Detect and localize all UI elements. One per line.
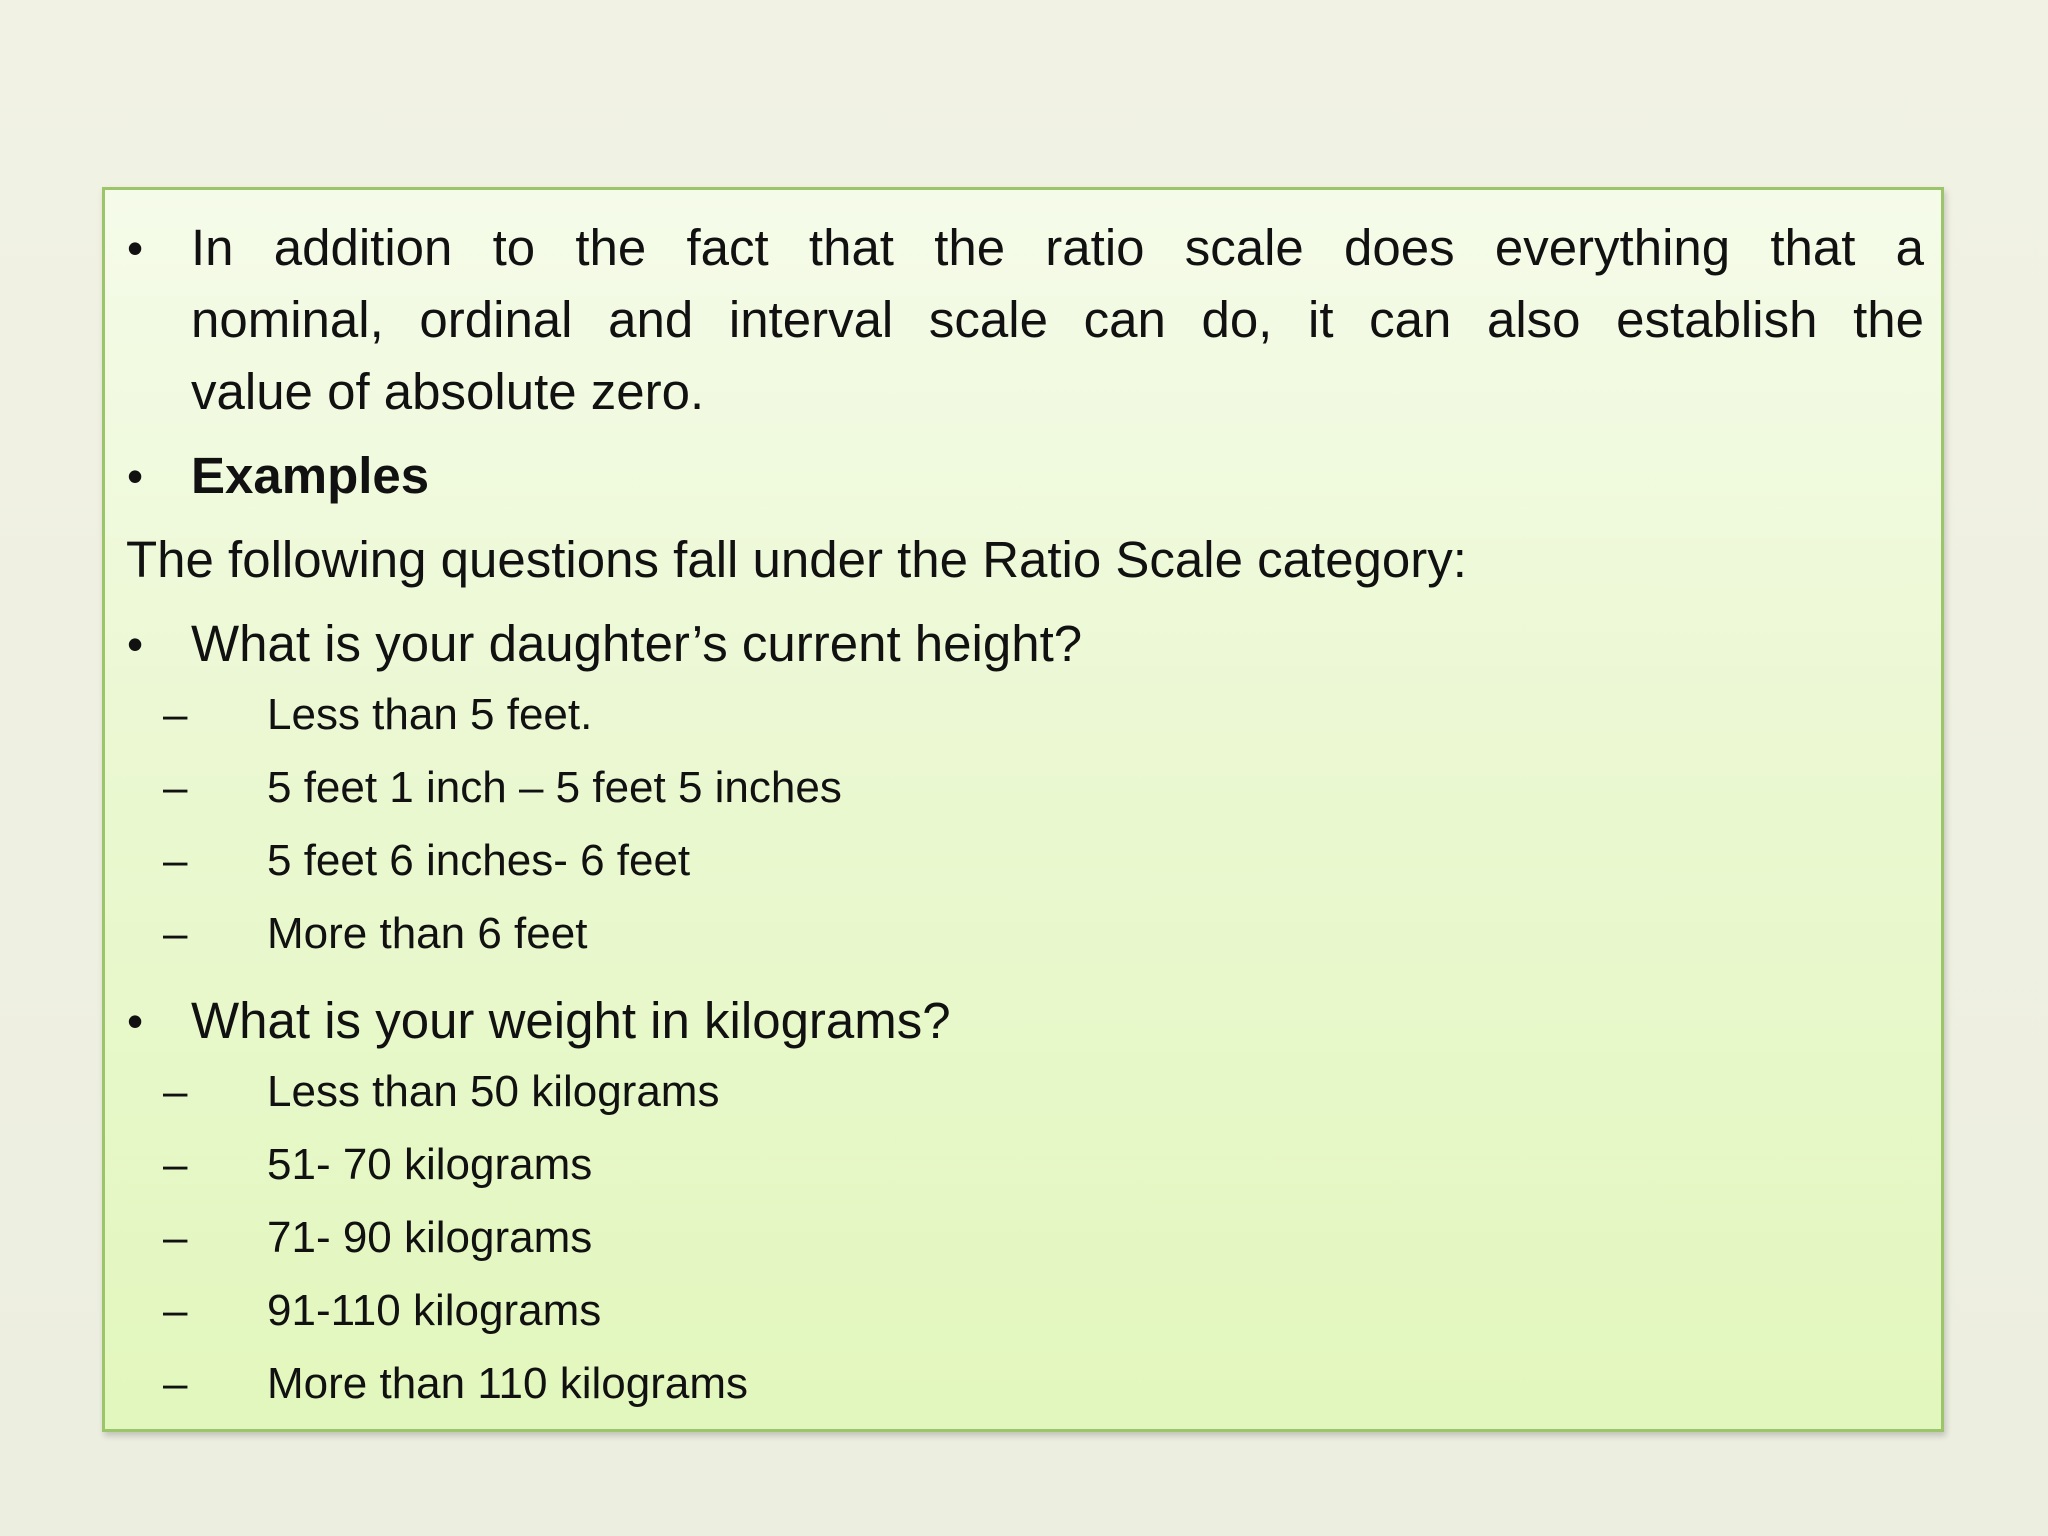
option-text: 71- 90 kilograms (267, 1213, 593, 1262)
bullet-icon: • (127, 222, 144, 274)
option-text: Less than 5 feet. (267, 690, 593, 739)
intro-line (126, 524, 1467, 596)
dash-icon: – (163, 836, 188, 885)
dash-icon: – (163, 1286, 188, 1335)
dash-icon: – (163, 1359, 188, 1408)
paragraph-text-1: In addition to the fact that the ratio scale does everything that a (191, 219, 1924, 276)
dash-icon: – (163, 1213, 188, 1262)
bullet-icon: • (127, 995, 144, 1047)
option-text: Less than 50 kilograms (267, 1067, 720, 1116)
option-text: 51- 70 kilograms (267, 1140, 593, 1189)
question-2-text: What is your weight in kilograms? (191, 992, 951, 1049)
content-box (102, 187, 1944, 1432)
option-text: 5 feet 6 inches- 6 feet (267, 836, 691, 885)
dash-icon: – (163, 690, 188, 739)
dash-icon: – (163, 909, 188, 958)
dash-icon: – (163, 763, 188, 812)
paragraph-text-2: nominal, ordinal and interval scale can do, it can also establish the (191, 291, 1924, 348)
paragraph-text-3: value of absolute zero. (191, 363, 705, 420)
intro-text: The following questions fall under the Ratio Scale category: (126, 531, 1467, 588)
option-text: More than 110 kilograms (267, 1359, 748, 1408)
option-text: 5 feet 1 inch – 5 feet 5 inches (267, 763, 842, 812)
dash-icon: – (163, 1140, 188, 1189)
bullet-icon: • (127, 450, 144, 502)
option-text: More than 6 feet (267, 909, 588, 958)
option-text: 91-110 kilograms (267, 1286, 602, 1335)
bullet-icon: • (127, 618, 144, 670)
dash-icon: – (163, 1067, 188, 1116)
examples-heading: Examples (191, 447, 430, 504)
question-1-text: What is your daughter’s current height? (191, 615, 1083, 672)
